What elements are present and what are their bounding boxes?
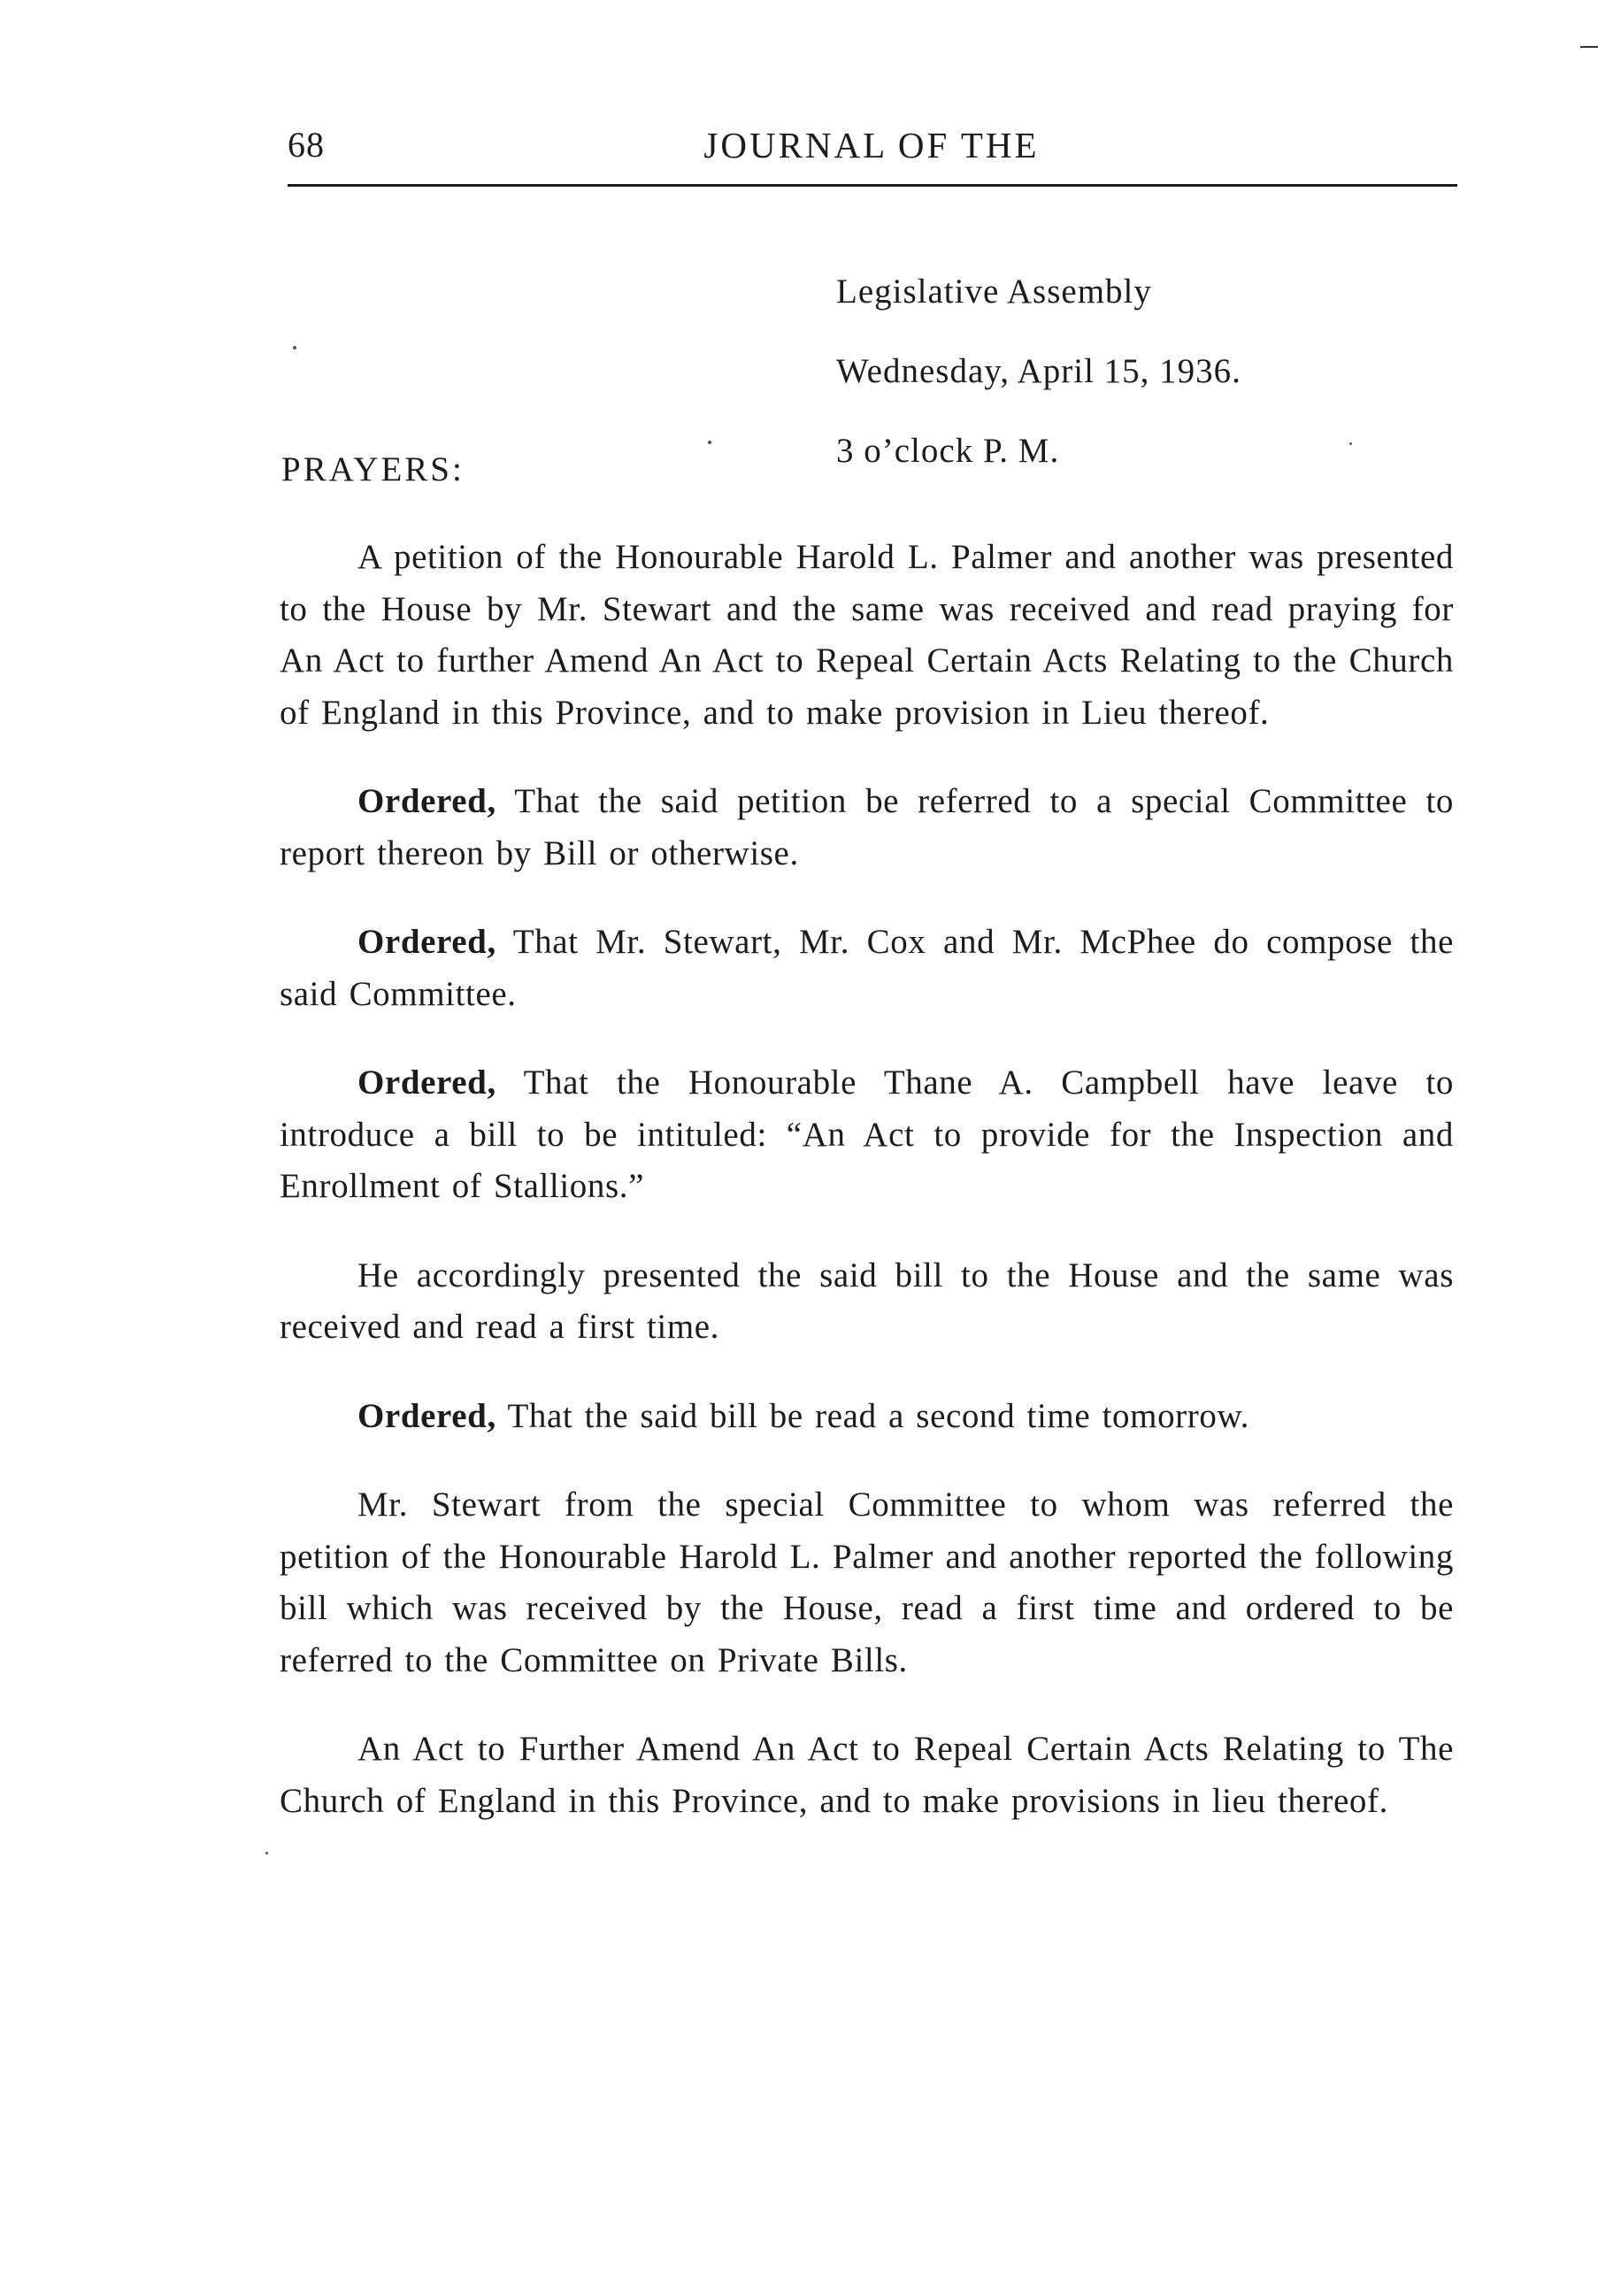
paragraph-text: That the Honourable Thane A. Campbell have leave to introduce a bill to be intituled: “An Act to provide for the Inspection and Enrollment of Stallions.” [280,1064,1454,1205]
print-speck [1349,442,1352,445]
paragraph-first-reading [280,1250,1454,1354]
dateline-date: Wednesday, April 15, 1936. [836,352,1241,390]
paragraph-order-refer [280,776,1454,879]
print-speck [708,441,711,444]
paragraph-text: That the said bill be read a second time tomorrow. [507,1396,1250,1435]
paragraph-order-leave [280,1057,1454,1213]
paragraph-text: A petition of the Honourable Harold L. Palmer and another was presented to the House by Mr. Stewart and the same was received and read praying for An Act to further Amend An Act to Repeal Certain Acts Relating to the Church of England in this Province, and to make provision in Lieu thereof. [280,538,1454,732]
prayers-heading: PRAYERS: [281,450,465,488]
paragraph-text: He accordingly presented the said bill to the House and the same was received and read a first time. [280,1256,1454,1346]
journal-body [280,532,1454,1827]
page-edge-mark [1580,46,1598,48]
page-number: 68 [288,125,325,165]
journal-title: JOURNAL OF THE [703,125,1040,165]
dateline [836,252,1241,491]
paragraph-text: That Mr. Stewart, Mr. Cox and Mr. McPhee do compose the said Committee. [280,923,1454,1013]
paragraph-text: That the said petition be referred to a special Committee to report thereon by Bill or otherwise. [280,782,1454,872]
dateline-time: 3 o’clock P. M. [836,432,1060,470]
dateline-assembly: Legislative Assembly [836,273,1152,311]
ordered-label: Ordered, [357,782,496,820]
header-rule [288,184,1457,187]
paragraph-order-committee [280,917,1454,1020]
paragraph-text: Mr. Stewart from the special Committee to whom was referred the petition of the Honourable Harold L. Palmer and another reported the following bill which was received by the House, read a first time and ordered to be referred to the Committee on Private Bills. [280,1486,1454,1679]
print-speck [265,1852,268,1854]
paragraph-petition [280,532,1454,739]
ordered-label: Ordered, [357,923,496,961]
ordered-label: Ordered, [357,1064,496,1102]
paragraph-order-second-reading [280,1391,1454,1443]
print-speck [293,346,296,349]
paragraph-text: An Act to Further Amend An Act to Repeal Certain Acts Relating to The Church of England in this Province, and to make provisions in lieu thereof. [280,1730,1454,1820]
paragraph-bill-title [280,1724,1454,1827]
ordered-label: Ordered, [357,1396,496,1435]
paragraph-committee-report [280,1479,1454,1686]
running-head [288,124,1456,177]
